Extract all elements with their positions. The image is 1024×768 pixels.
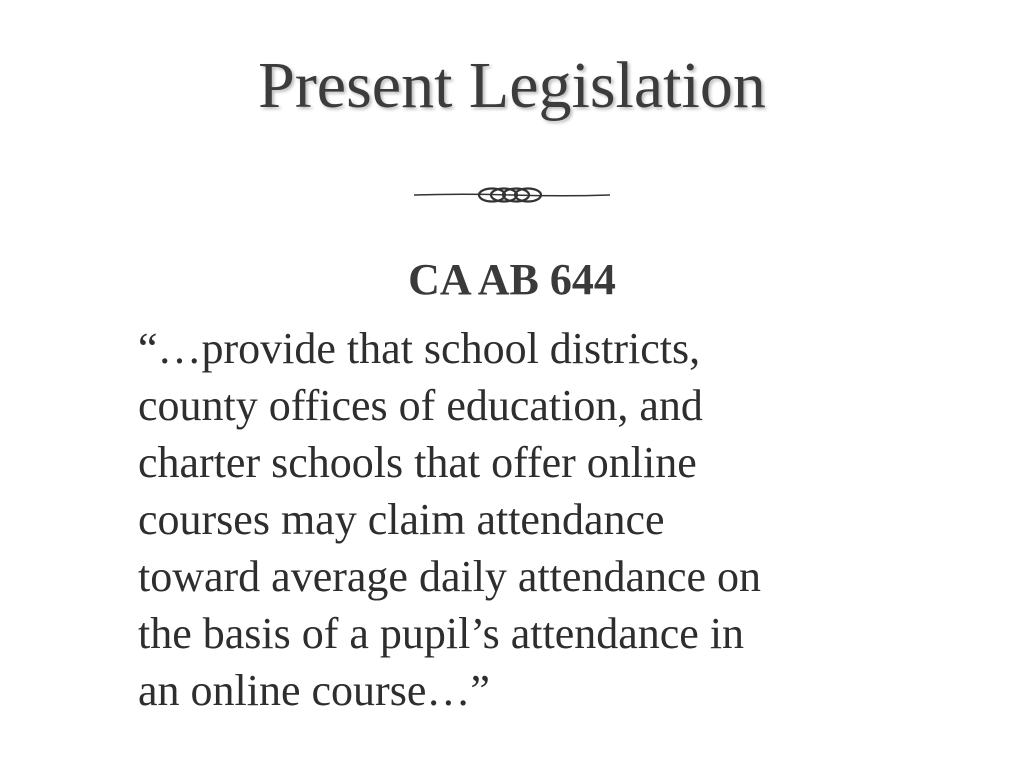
quote-line: county offices of education, and: [138, 381, 703, 430]
quote-line: an online course…”: [138, 666, 490, 715]
bill-heading: CA AB 644: [408, 255, 616, 304]
quote-line: toward average daily attendance on: [138, 552, 762, 601]
scroll-flourish-icon: [412, 178, 612, 212]
quote-line: “…provide that school districts,: [138, 324, 701, 373]
quote-line: courses may claim attendance: [138, 495, 665, 544]
slide-title: Present Legislation: [258, 49, 766, 122]
quote-line: charter schools that offer online: [138, 438, 697, 487]
quote-line: the basis of a pupil’s attendance in: [138, 609, 745, 658]
legislation-quote: [138, 320, 958, 719]
